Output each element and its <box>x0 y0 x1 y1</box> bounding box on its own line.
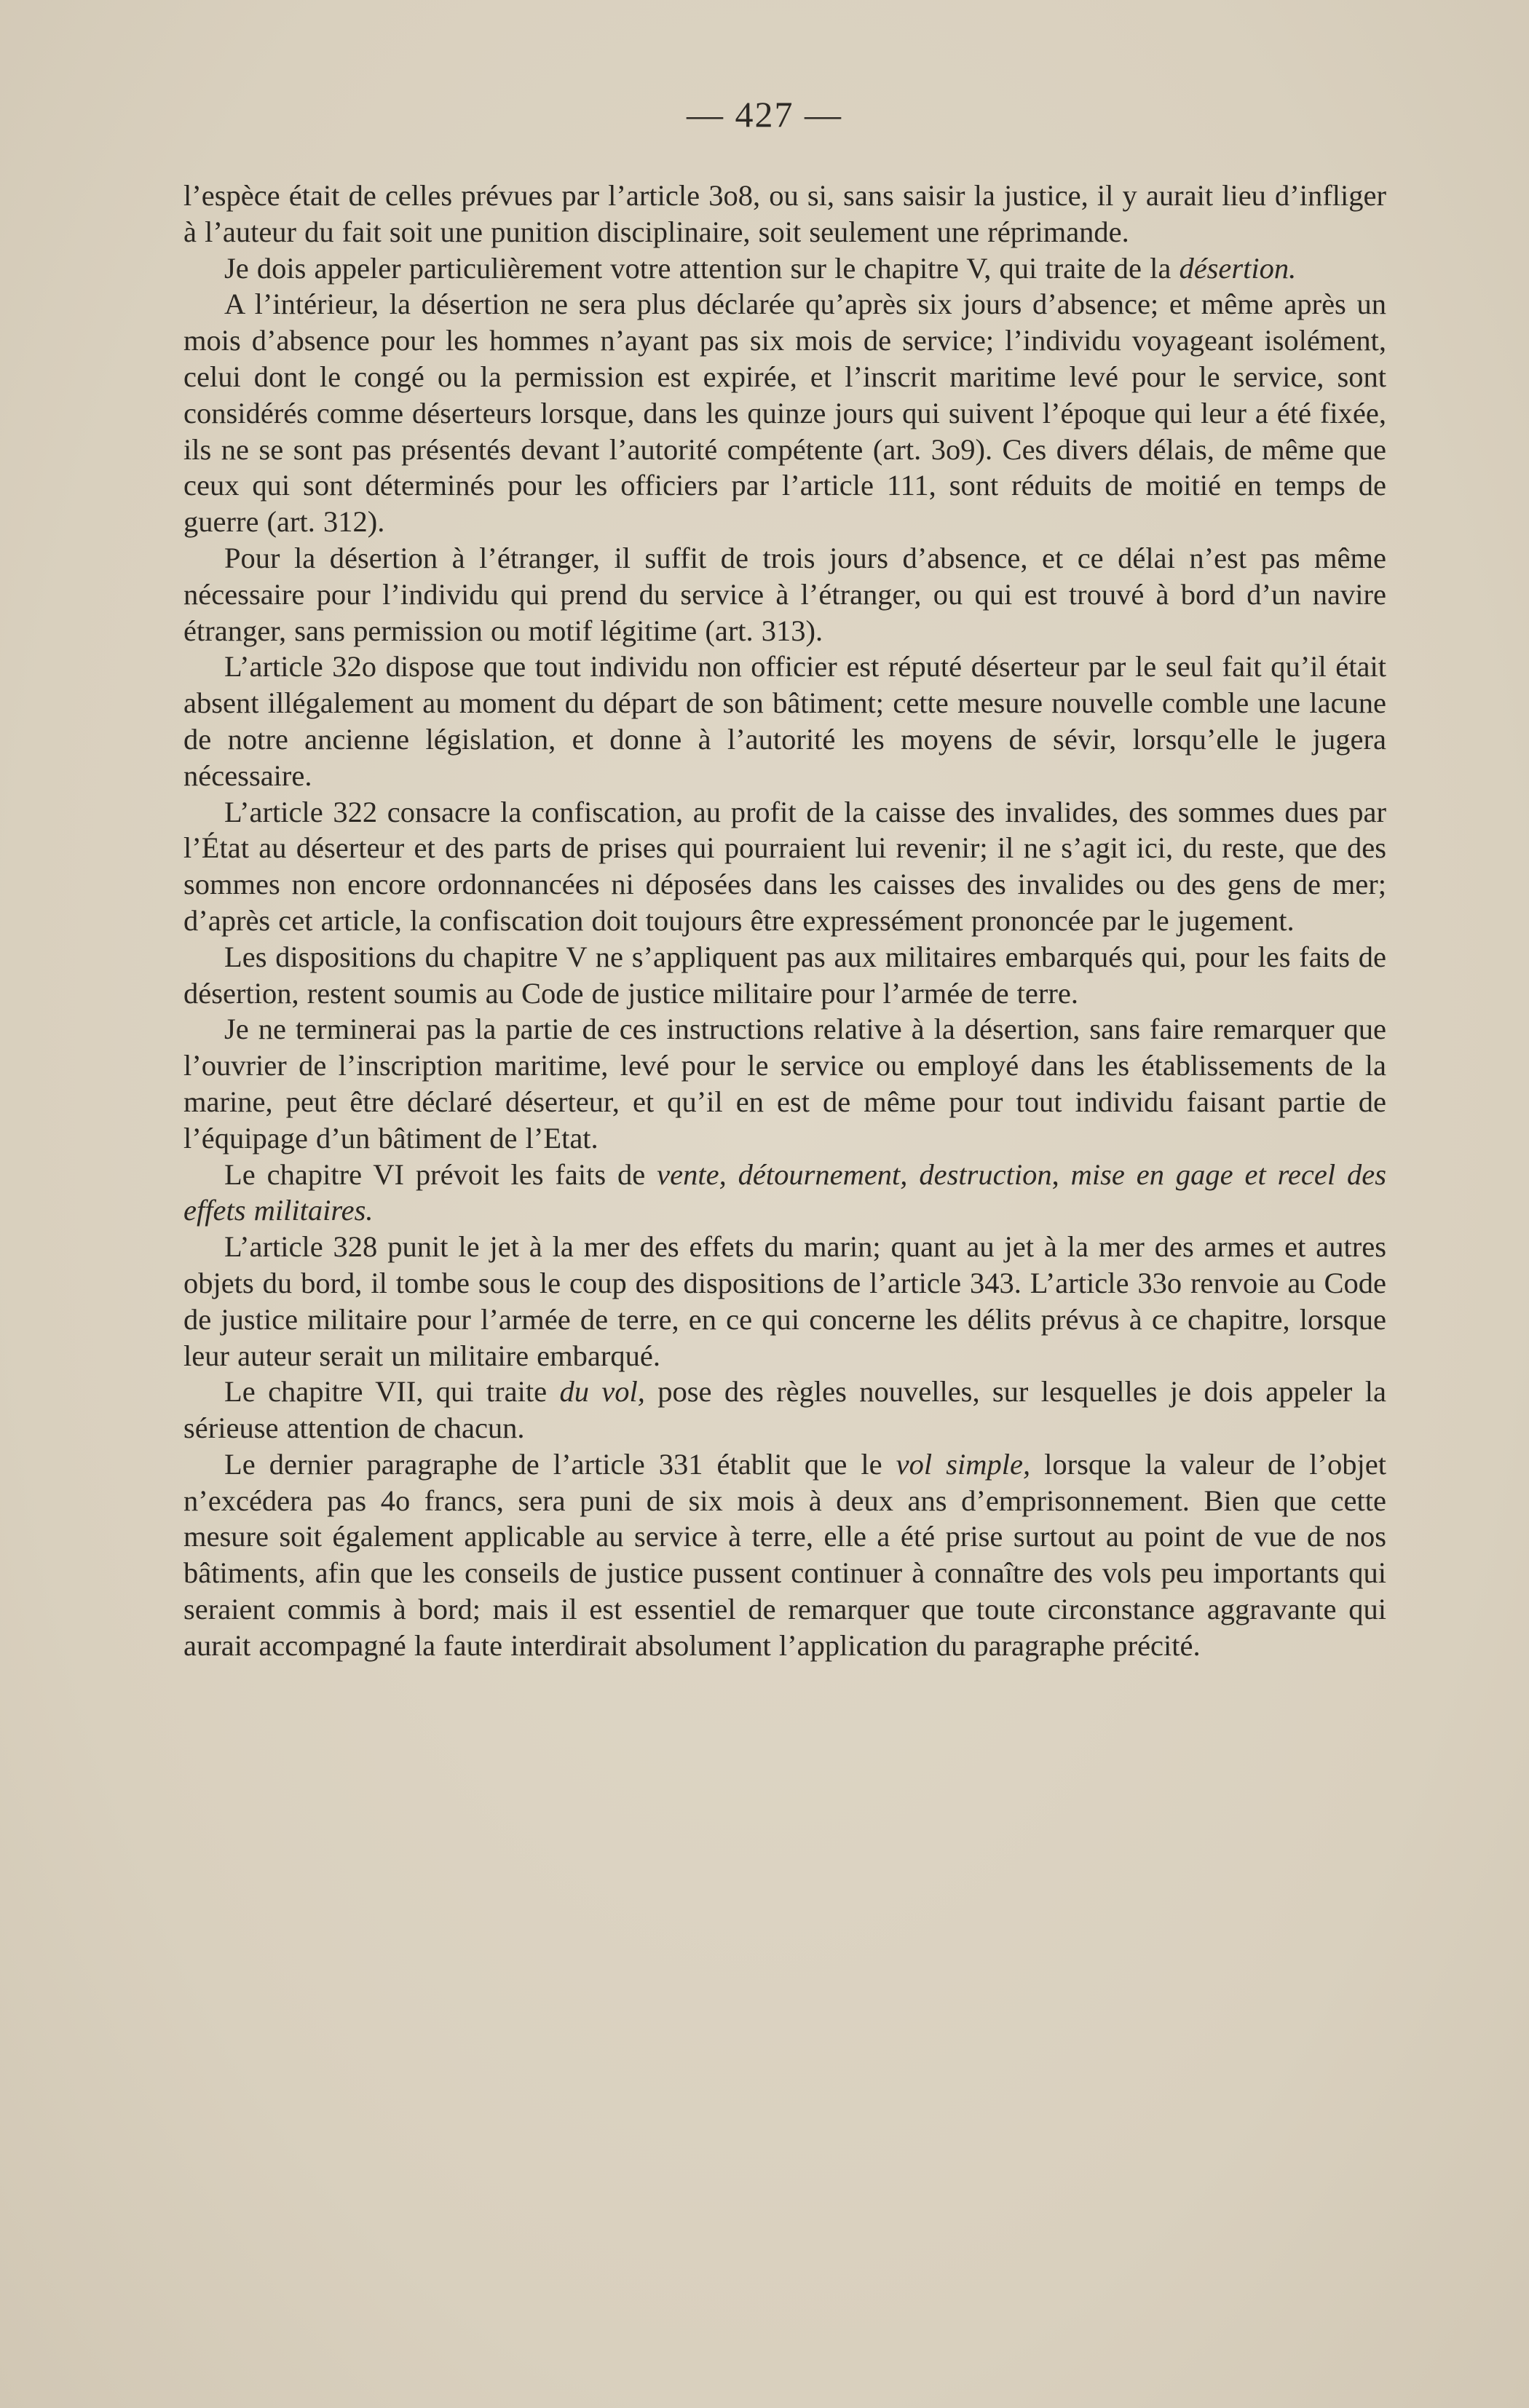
paragraph-1 <box>183 178 1386 250</box>
paragraph-11 <box>183 1374 1386 1446</box>
text-segment: Le chapitre VII, qui traite <box>224 1375 560 1409</box>
text-segment: Pour la désertion à l’étranger, il suffit de trois jours d’absence, et ce délai n’est pas même nécessaire pour l’individu qui prend du service à l’étranger, ou qui est trouvé à bord d’un navire étranger, sans permission ou motif légitime (art. 313). <box>183 541 1386 647</box>
paragraph-12 <box>183 1446 1386 1664</box>
text-segment: L’article 32o dispose que tout individu non officier est réputé déserteur par le seul fait qu’il était absent illégalement au moment du départ de son bâtiment; cette mesure nouvelle comble une lacune de notre ancienne législation, et donne à l’autorité les moyens de sévir, lorsqu’elle le jugera nécessaire. <box>183 650 1386 792</box>
paragraph-6 <box>183 794 1386 939</box>
italic-text-segment: désertion. <box>1179 251 1297 285</box>
italic-text-segment: du vol, <box>559 1375 645 1409</box>
text-segment: Le dernier paragraphe de l’article 331 établit que le <box>224 1447 896 1481</box>
italic-text-segment: vol simple, <box>896 1447 1031 1481</box>
paragraph-8 <box>183 1011 1386 1156</box>
text-segment: Je ne terminerai pas la partie de ces instructions relative à la désertion, sans faire remarquer que l’ouvrier de l’inscription maritime, levé pour le service ou employé dans les établissements de la marine, peut être déclaré déserteur, et qu’il en est de même pour tout individu faisant partie de l’équipage d’un bâtiment de l’Etat. <box>183 1013 1386 1155</box>
text-segment: L’article 322 consacre la confiscation, au profit de la caisse des invalides, des sommes dues par l’État au déserteur et des parts de prises qui pourraient lui revenir; il ne s’agit ici, du reste, que des sommes non encore ordonnancées ni déposées dans les caisses des invalides ou des gens de mer; d’après cet article, la confiscation doit toujours être expressément prononcée par le jugement. <box>183 795 1386 937</box>
text-segment: lorsque la valeur de l’objet n’excédera pas 4o francs, sera puni de six mois à deux ans d’emprisonnement. Bien que cette mesure soit également applicable au service à terre, elle a été prise surtout au point de vue de nos bâtiments, afin que les conseils de justice pussent continuer à connaître des vols peu importants qui seraient commis à bord; mais il est essentiel de remarquer que toute circonstance aggravante qui aurait accompagné la faute interdirait absolument l’application du paragraphe précité. <box>183 1447 1387 1662</box>
paragraph-9 <box>183 1157 1386 1229</box>
body-text <box>183 178 1386 1664</box>
text-segment: l’espèce était de celles prévues par l’article 3o8, ou si, sans saisir la justice, il y aurait lieu d’infliger à l’auteur du fait soit une punition disciplinaire, soit seulement une réprimande. <box>183 179 1386 248</box>
text-segment: , <box>1051 1157 1071 1191</box>
paragraph-2 <box>183 250 1386 287</box>
paragraph-4 <box>183 540 1386 649</box>
paragraph-5 <box>183 649 1386 793</box>
text-segment: pose des règles nouvelles, sur lesquelles je dois appeler la sérieuse attention de chacun. <box>183 1375 1386 1445</box>
page-number: — 427 — <box>687 94 842 135</box>
paragraph-3 <box>183 286 1386 540</box>
italic-text-segment: vente, détournement, destruction <box>657 1157 1052 1191</box>
text-segment: A l’intérieur, la désertion ne sera plus déclarée qu’après six jours d’absence; et même après un mois d’absence pour les hommes n’ayant pas six mois de service; l’individu voyageant isolément, celui dont le congé ou la permission est expirée, et l’inscrit maritime levé pour le service, sont considérés comme déserteurs lorsque, dans les quinze jours qui suivent l’époque qui leur a été fixée, ils ne se sont pas présentés devant l’autorité compétente (art. 3o9). Ces divers délais, de même que ceux qui sont déterminés pour les officiers par l’article 111, sont réduits de moitié en temps de guerre (art. 312). <box>183 288 1386 539</box>
text-segment: Les dispositions du chapitre V ne s’appliquent pas aux militaires embarqués qui, pour les faits de désertion, restent soumis au Code de justice militaire pour l’armée de terre. <box>183 940 1386 1010</box>
text-segment: Le chapitre VI prévoit les faits de <box>224 1157 657 1191</box>
italic-text-segment: mise en gage et recel des effets militaires. <box>183 1157 1387 1227</box>
paragraph-10 <box>183 1229 1386 1374</box>
text-segment: Je dois appeler particulièrement votre attention sur le chapitre V, qui traite de la <box>224 251 1180 285</box>
paragraph-7 <box>183 939 1386 1012</box>
text-segment: L’article 328 punit le jet à la mer des effets du marin; quant au jet à la mer des armes et autres objets du bord, il tombe sous le coup des dispositions de l’article 343. L’article 33o renvoie au Code de justice militaire pour l’armée de terre, en ce qui concerne les délits prévus à ce chapitre, lorsque leur auteur serait un militaire embarqué. <box>183 1230 1386 1372</box>
